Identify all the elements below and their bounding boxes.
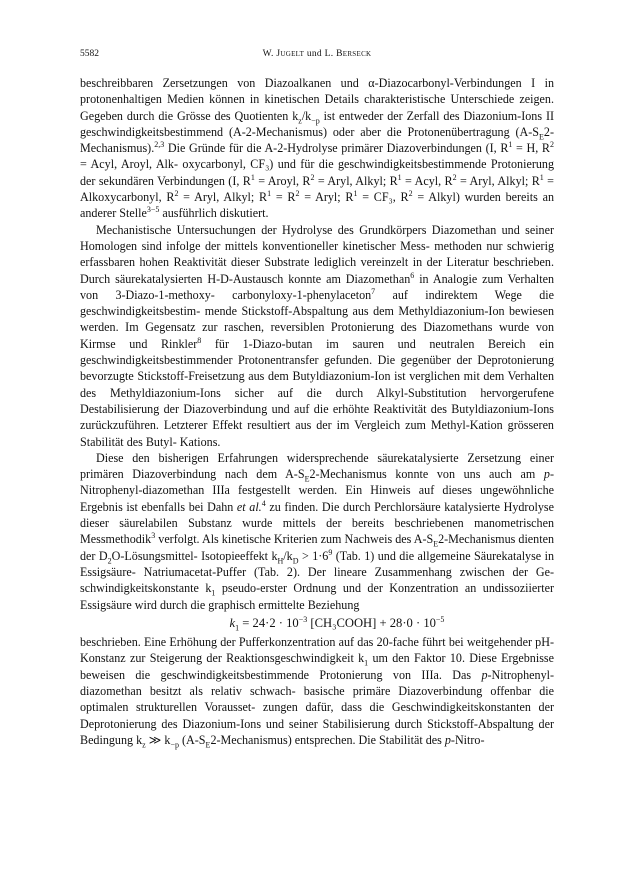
paragraph-1: beschreibbaren Zersetzungen von Diazoalkanen und α-Diazocarbonyl-Verbindungen I in protonenhaltigen Medien können in kinetischen Details charakteristische Unterschiede zeigen. Gegeben durch die Grösse des Quotienten $k_z/k_{-p}$ ist entweder der Zerfall des Diazonium-Ions II geschwindigkeitsbestimmend (A-2-Mechanismus) oder aber die Protonenübertragung $(A-S_E2-Mechanismus).^{2,3}$ Die Gründe für die A-2-Hydrolyse primärer Diazoverbindungen (I, $R^1 = H$, $R^2$ = Acyl, Aroyl, Alk- oxycarbonyl, CF₃) und für die geschwindigkeitsbestimmende Protonierung der sekundären Verbindungen (I, $R^1$ = Aroyl, $R^2$ = Aryl, Alkyl; $R^1$ = Acyl, $R^2$ = Aryl, Alkyl; $R^1$ = Alkoxycarbonyl, $R^2$ = Aryl, Alkyl; $R^1 = R^2$ = Aryl; $R^1 = CF_3$, $R^2$ = Alkyl) wurden bereits an anderer Stelle$^{3-5}$ ausführlich diskutiert. (80, 76, 554, 221)
article-body (80, 75, 554, 748)
page-number: 5582 (80, 49, 99, 59)
paragraph-3: Diese den bisherigen Erfahrungen widersprechende säurekatalysierte Zersetzung einer primären Diazoverbindung nach dem $A-S_E2$-Mechanismus konnte von uns auch am p-Nitrophenyl-diazomethan IIIa festgestellt werden. Ein Hinweis auf dieses ungewöhnliche Ergebnis ist ebenfalls bei Dahn et al.$^4$ zu finden. Die durch Perchlorsäure katalysierte Hydrolyse dieser säurelabilen Substanz wurde mittels der bereits beschriebenen manometrischen Messmethodik$^3$ verfolgt. Als kinetische Kriterien zum Nachweis des $A-S_E2$-Mechanismus dienten der $D_2O-Lösungsmittel-$ Isotopieeffekt $k_H/k_D > 1\cdot 6^9$ (Tab. 1) und die allgemeine Säurekatalyse in Essigsäure- Natriumacetat-Puffer (Tab. 2). Der lineare Zusammenhang zwischen der Ge- schwindigkeitskonstante $k_1$ pseudo-erster Ordnung und der Konzentration an undissoziierter Essigsäure wird durch die graphisch ermittelte Beziehung (80, 450, 555, 612)
paragraph-2: Mechanistische Untersuchungen der Hydrolyse des Grundkörpers Diazomethan und seiner Homologen sind infolge der mittels konventioneller kinetischer Mess- methoden nur schwierig erfassbaren hohen Reaktivität dieser Substrate lediglich vereinzelt in der Literatur beschrieben. Durch säurekatalysierten H-D-Austausch konnte am Diazomethan$^6$ in Analogie zum Verhalten von 3-Diazo-1-methoxy- carbonyloxy-1-phenylaceton$^7$ auf indirektem Wege die geschwindigkeitsbestim- mende Stickstoff-Abspaltung aus dem Methyldiazonium-Ion bewiesen werden. Im Gegensatz zur raschen, reversiblen Protonierung des Diazomethans wurde von Kirmse und Rinkler$^8$ für 1-Diazo-butan im sauren und neutralen Bereich ein geschwindigkeitsbestimmender Protonentransfer gefunden. Die gegenüber der Deprotonierung bevorzugte Stickstoff-Freisetzung aus dem Butyldiazonium-Ion ist verglichen mit dem Verhalten des Methyldiazonium-Ions sicher auf die durch Alkyl-Substitution hervorgerufene Destabilisierung der Diazoverbindung und auf die erhöhte Reaktivität des Butyldiazonium-Ions zurückzuführen. Letzterer Effekt resultiert aus der im Vergleich zum Methyl-Kation grösseren Stabilität des Butyl- Kations. (80, 222, 555, 449)
rate-equation: $k_1 = 24\cdot 2 \cdot 10^{-3}$ [CH₃COOH] + $28\cdot 0 \cdot 10^{-5}$ (229, 614, 445, 633)
paragraph-4: beschrieben. Eine Erhöhung der Pufferkonzentration auf das 20-fache führt bei weitgehender pH-Konstanz zur Steigerung der Reaktionsgeschwindigkeit $k_1$ um den Faktor 10. Diese Ergebnisse beweisen die geschwindigkeitsbestimmende Protonierung von IIIa. Das p-Nitrophenyl-diazomethan besitzt als relativ schwach- basische primäre Diazoverbindung offenbar die optimalen strukturellen Vorausset- zungen dafür, dass die Geschwindigkeitskonstanten der Deprotonierung des Diazonium-Ions und seiner Stabilisierung durch Stickstoff-Abspaltung der Bedingung $k_z$ ≫ $k_{-p}$ $(A-S_E2-Mechanismus)$ entsprechen. Die Stabilität des p-Nitro- (80, 635, 554, 750)
running-head-authors: W. Jugelt und L. Berseck (262, 49, 372, 59)
page-header (80, 49, 554, 63)
